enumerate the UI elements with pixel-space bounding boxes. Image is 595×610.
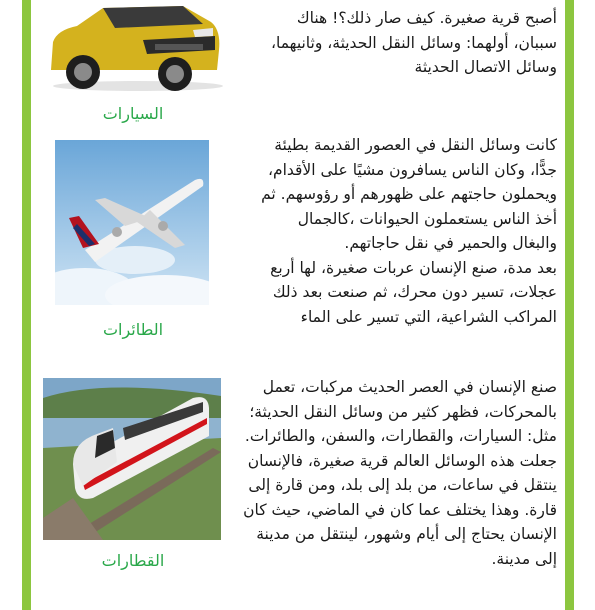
paragraph-line: قارة. وهذا يختلف عما كان في الماضي، حيث كان xyxy=(243,500,557,519)
paragraph-line: ينتقل في ساعات، من بلد إلى بلد، ومن قارة إلى xyxy=(248,476,557,494)
train-picture xyxy=(43,378,221,540)
car-icon xyxy=(43,0,223,92)
document-page xyxy=(31,0,565,610)
paragraph-line: كانت وسائل النقل في العصور القديمة بطيئة xyxy=(274,136,557,154)
paragraph-line: جعلت هذه الوسائل العالم قرية صغيرة، فالإنسان xyxy=(247,451,557,470)
paragraph-1 xyxy=(271,6,557,80)
paragraph-line: سببان، أولهما: وسائل النقل الحديثة، وثانيهما، xyxy=(270,33,557,52)
page-border-right xyxy=(565,0,574,610)
paragraph-line: وسائل الاتصال الحديثة xyxy=(414,58,557,76)
paragraph-line: الإنسان يحتاج إلى أيام وشهور، لينتقل من مدينة xyxy=(256,525,557,543)
car-picture xyxy=(43,0,223,92)
caption-cars: السيارات xyxy=(102,104,164,123)
train-icon xyxy=(43,378,221,540)
paragraph-line: عجلات، تسير دون محرك، ثم صنعت بعد ذلك xyxy=(272,283,557,301)
paragraph-line: أصبح قرية صغيرة. كيف صار ذلك؟! هناك xyxy=(296,9,557,27)
paragraph-line: مثل: السيارات، والقطارات، والسفن، والطائرات. xyxy=(244,427,557,445)
paragraph-3 xyxy=(243,375,557,571)
caption-airplanes: الطائرات xyxy=(102,320,164,339)
paragraph-line: صنع الإنسان في العصر الحديث مركبات، تعمل xyxy=(262,378,557,396)
airplane-picture xyxy=(55,140,209,305)
paragraph-line: بعد مدة، صنع الإنسان عربات صغيرة، لها أربع xyxy=(270,258,557,277)
paragraph-line: جدًّا، وكان الناس يسافرون مشيًا على الأقدام، xyxy=(267,160,557,179)
paragraph-2 xyxy=(261,133,557,329)
caption-trains: القطارات xyxy=(101,551,165,570)
paragraph-line: أخذ الناس يستعملون الحيوانات ،كالجمال xyxy=(297,209,557,228)
paragraph-line: والبغال والحمير في نقل حاجاتهم. xyxy=(344,234,557,252)
paragraph-line: بالمحركات، فظهر كثير من وسائل النقل الحديثة؛ xyxy=(249,402,557,421)
page-border-left xyxy=(22,0,31,610)
airplane-icon xyxy=(55,140,209,305)
paragraph-line: المراكب الشراعية، التي تسير على الماء xyxy=(300,307,557,326)
paragraph-line: ويحملون حاجتهم على ظهورهم أو رؤوسهم. ثم xyxy=(261,185,557,203)
paragraph-line: إلى مدينة. xyxy=(491,549,557,568)
